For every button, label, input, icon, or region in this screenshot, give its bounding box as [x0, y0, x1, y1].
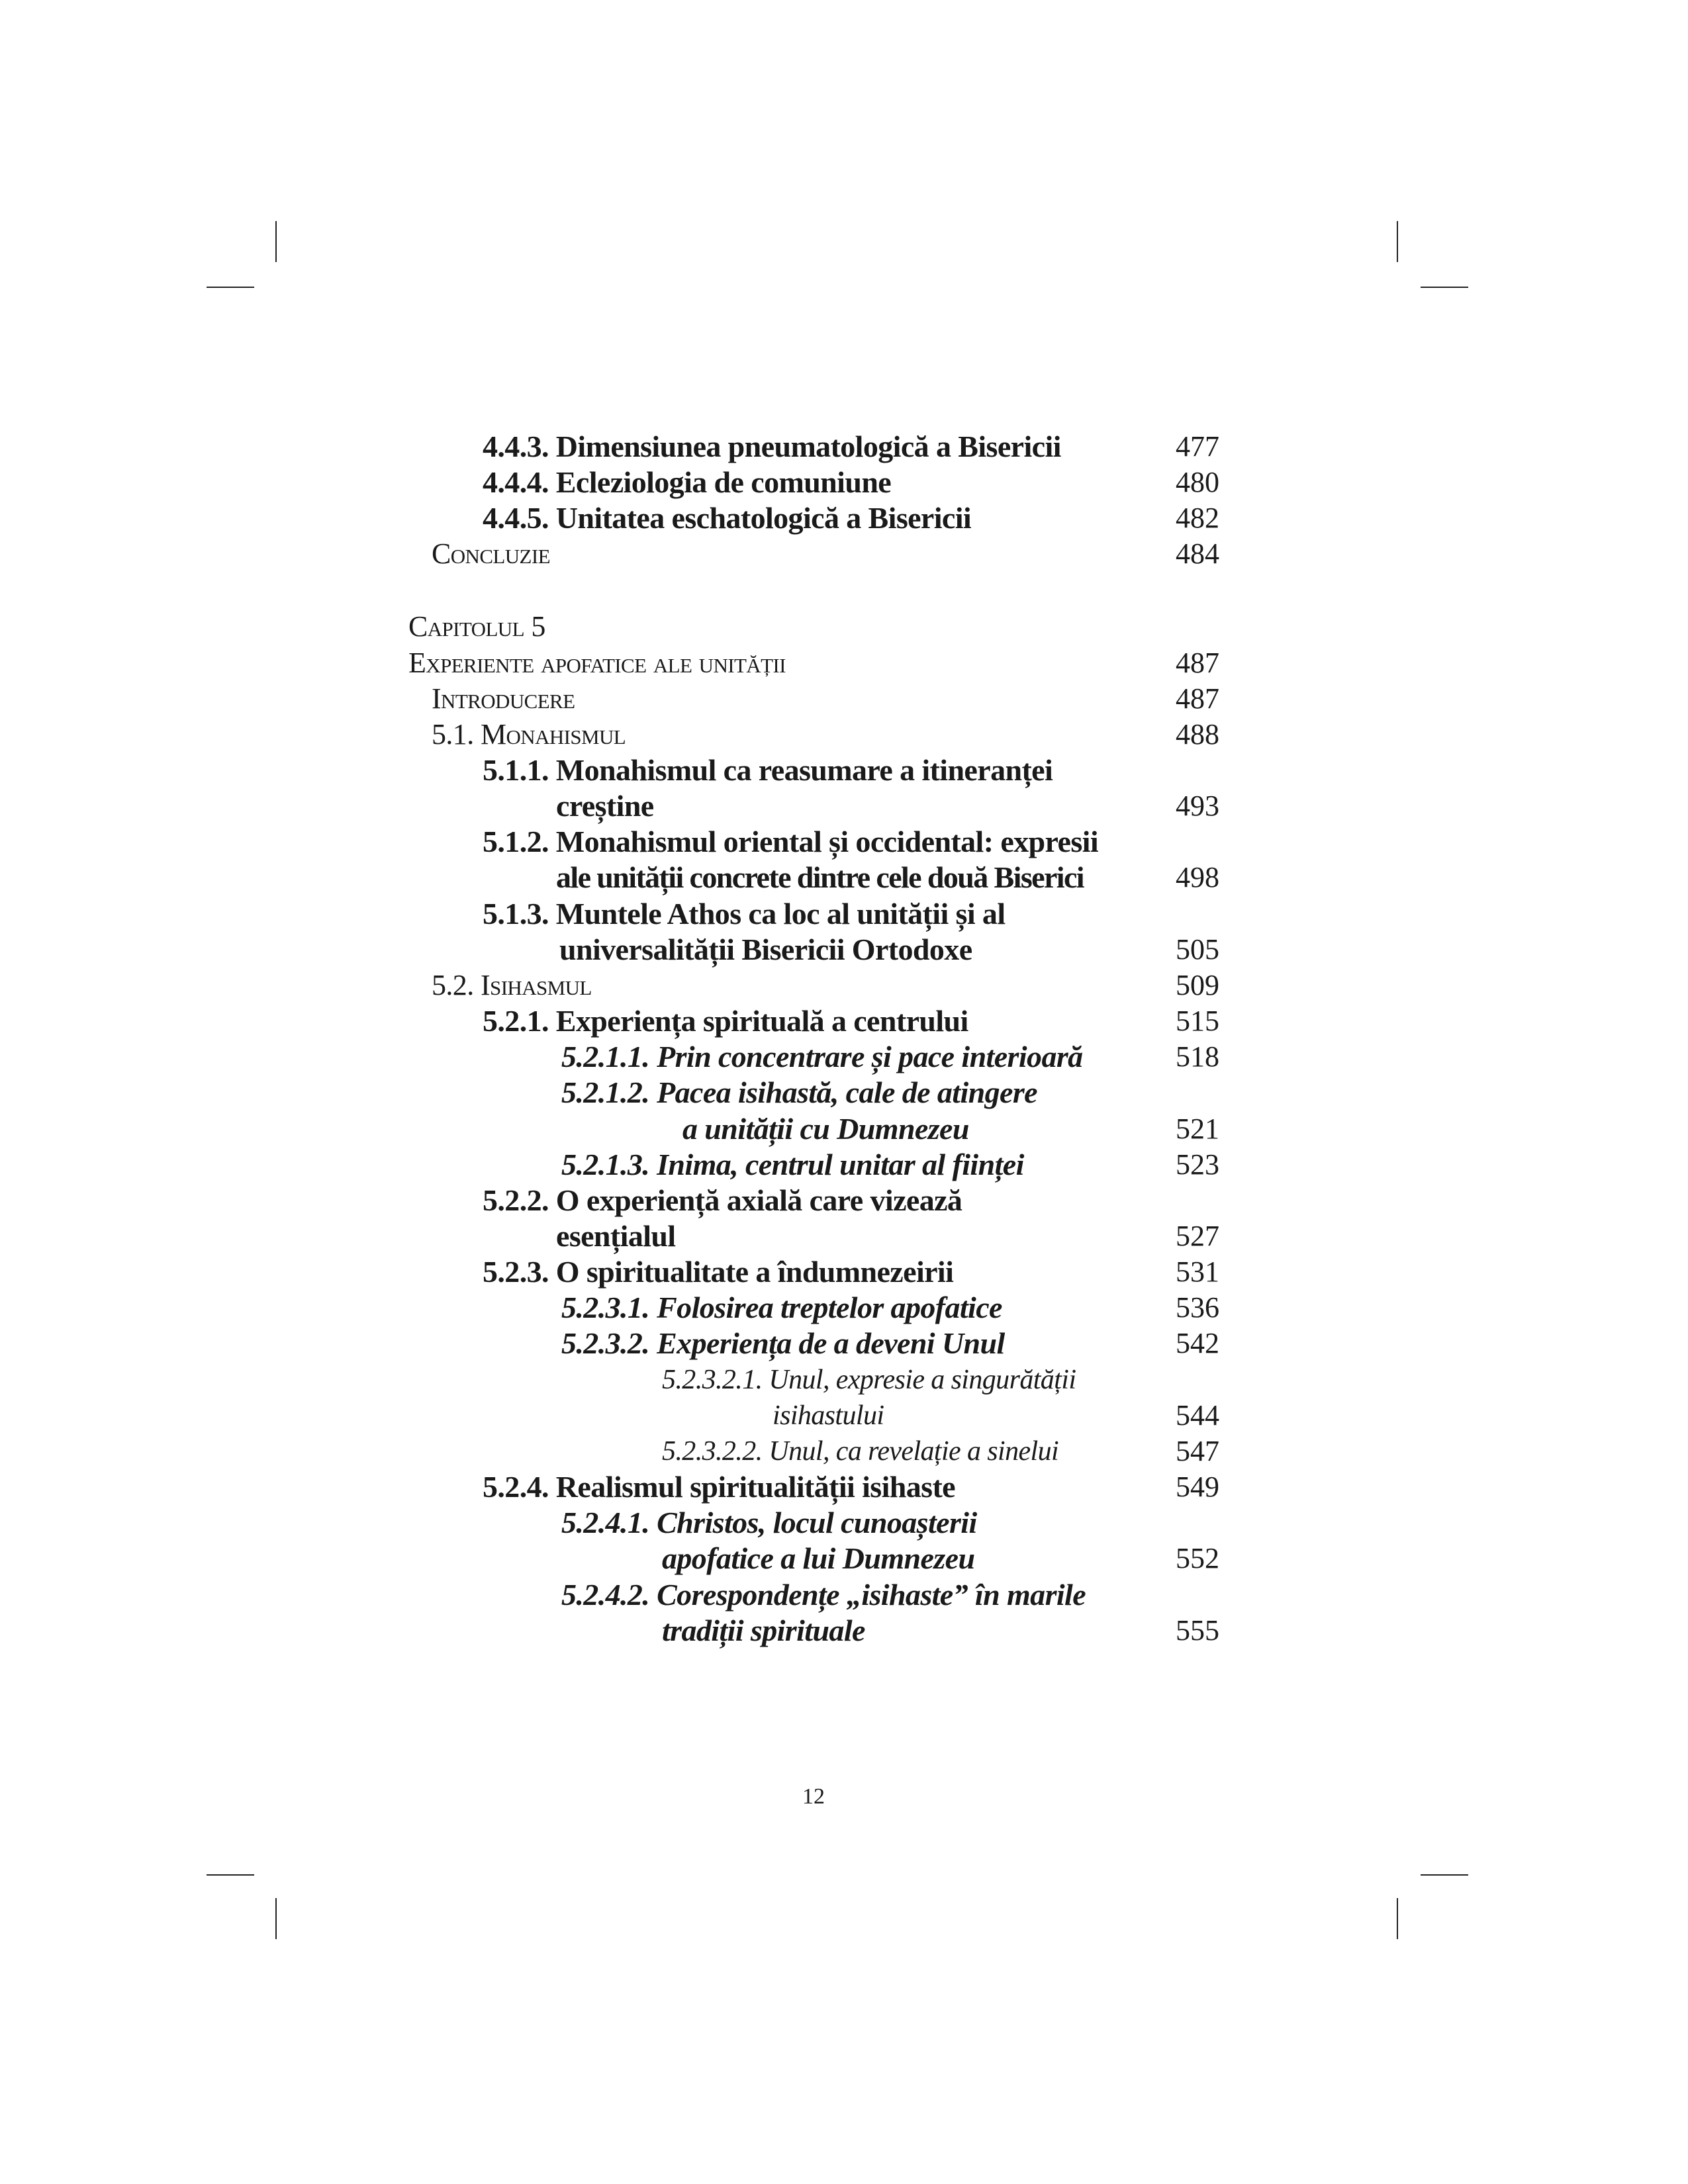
toc-entry: Concluzie [432, 537, 550, 570]
toc-entry: 5.1.3. Muntele Athos ca loc al unității și al [483, 897, 1006, 931]
crop-mark [1421, 1874, 1468, 1876]
toc-page: 542 [1176, 1327, 1219, 1359]
page-number: 12 [802, 1784, 825, 1809]
toc-entry: Introducere [432, 682, 575, 715]
toc-entry: 5.2.3.1. Folosirea treptelor apofatice [561, 1291, 1002, 1324]
toc-page: 477 [1176, 430, 1219, 463]
toc-entry: 4.4.3. Dimensiunea pneumatologică a Bisericii [483, 430, 1061, 463]
crop-mark [275, 1898, 277, 1939]
toc-entry-continuation: universalității Bisericii Ortodoxe [559, 933, 972, 966]
crop-mark [1421, 287, 1468, 288]
toc-page: 509 [1176, 969, 1219, 1001]
toc-entry: 5.2.2. O experiență axială care vizează [483, 1183, 962, 1217]
toc-entry-continuation: esențialul [556, 1219, 676, 1253]
toc-entry: 5.2.4.2. Corespondențe „isihaste” în marile [561, 1578, 1086, 1612]
toc-entry: 5.2.1.3. Inima, centrul unitar al ființei [561, 1148, 1024, 1181]
toc-page: 480 [1176, 466, 1219, 498]
chapter-label: Capitolul 5 [408, 610, 545, 643]
toc-page: 536 [1176, 1291, 1219, 1324]
toc-page: 484 [1176, 537, 1219, 570]
toc-entry-continuation: ale unității concrete dintre cele două Biserici [556, 860, 1084, 894]
toc-page: 521 [1176, 1113, 1219, 1145]
toc-page: 523 [1176, 1148, 1219, 1181]
toc-page: 505 [1176, 933, 1219, 966]
toc-page: 487 [1176, 647, 1219, 679]
toc-entry-continuation: tradiții spirituale [662, 1614, 865, 1647]
toc-page: 544 [1176, 1399, 1219, 1432]
toc-entry: 5.1. Monahismul [432, 718, 626, 751]
toc-entry: 5.2.1. Experiența spirituală a centrului [483, 1004, 968, 1038]
toc-entry: 4.4.5. Unitatea eschatologică a Bisericii [483, 501, 972, 535]
toc-entry-continuation: creștine [556, 789, 654, 823]
toc-entry: 5.2.3.2.2. Unul, ca revelație a sinelui [662, 1436, 1059, 1467]
toc-entry: 5.1.2. Monahismul oriental și occidental: expresii [483, 825, 1099, 858]
toc-entry: 5.2.1.2. Pacea isihastă, cale de atingere [561, 1075, 1037, 1109]
toc-entry: 5.2.4.1. Christos, locul cunoașterii [561, 1506, 977, 1539]
toc-entry: 5.2.3.2.1. Unul, expresie a singurătății [662, 1365, 1076, 1395]
toc-entry: 4.4.4. Ecleziologia de comuniune [483, 465, 892, 499]
toc-entry: 5.2.3. O spiritualitate a îndumnezeirii [483, 1255, 954, 1289]
toc-page: 498 [1176, 861, 1219, 893]
toc-page: 487 [1176, 682, 1219, 715]
toc-entry: 5.2.4. Realismul spiritualității isihaste [483, 1470, 955, 1504]
toc-entry-continuation: apofatice a lui Dumnezeu [662, 1541, 975, 1575]
toc-page: 515 [1176, 1005, 1219, 1037]
crop-mark [207, 287, 254, 288]
toc-page: 482 [1176, 502, 1219, 534]
toc-entry: 5.1.1. Monahismul ca reasumare a itineranței [483, 753, 1053, 787]
toc-page: 555 [1176, 1614, 1219, 1647]
crop-mark [275, 221, 277, 262]
crop-mark [207, 1874, 254, 1876]
toc-page: 531 [1176, 1255, 1219, 1288]
toc-entry-continuation: isihastului [773, 1400, 884, 1431]
toc-page: 527 [1176, 1220, 1219, 1252]
toc-page: 518 [1176, 1040, 1219, 1073]
toc-page: 547 [1176, 1435, 1219, 1467]
crop-mark [1397, 1898, 1398, 1939]
toc-page: 552 [1176, 1542, 1219, 1574]
toc-entry: 5.2.3.2. Experiența de a deveni Unul [561, 1326, 1005, 1360]
chapter-title: Experiente apofatice ale unității [408, 647, 786, 679]
toc-entry-continuation: a unității cu Dumnezeu [682, 1112, 969, 1146]
toc-entry: 5.2. Isihasmul [432, 969, 592, 1001]
toc-page: 493 [1176, 790, 1219, 822]
toc-page: 549 [1176, 1471, 1219, 1503]
toc-entry: 5.2.1.1. Prin concentrare și pace interioară [561, 1040, 1083, 1073]
crop-mark [1397, 221, 1398, 262]
toc-page: 488 [1176, 718, 1219, 751]
